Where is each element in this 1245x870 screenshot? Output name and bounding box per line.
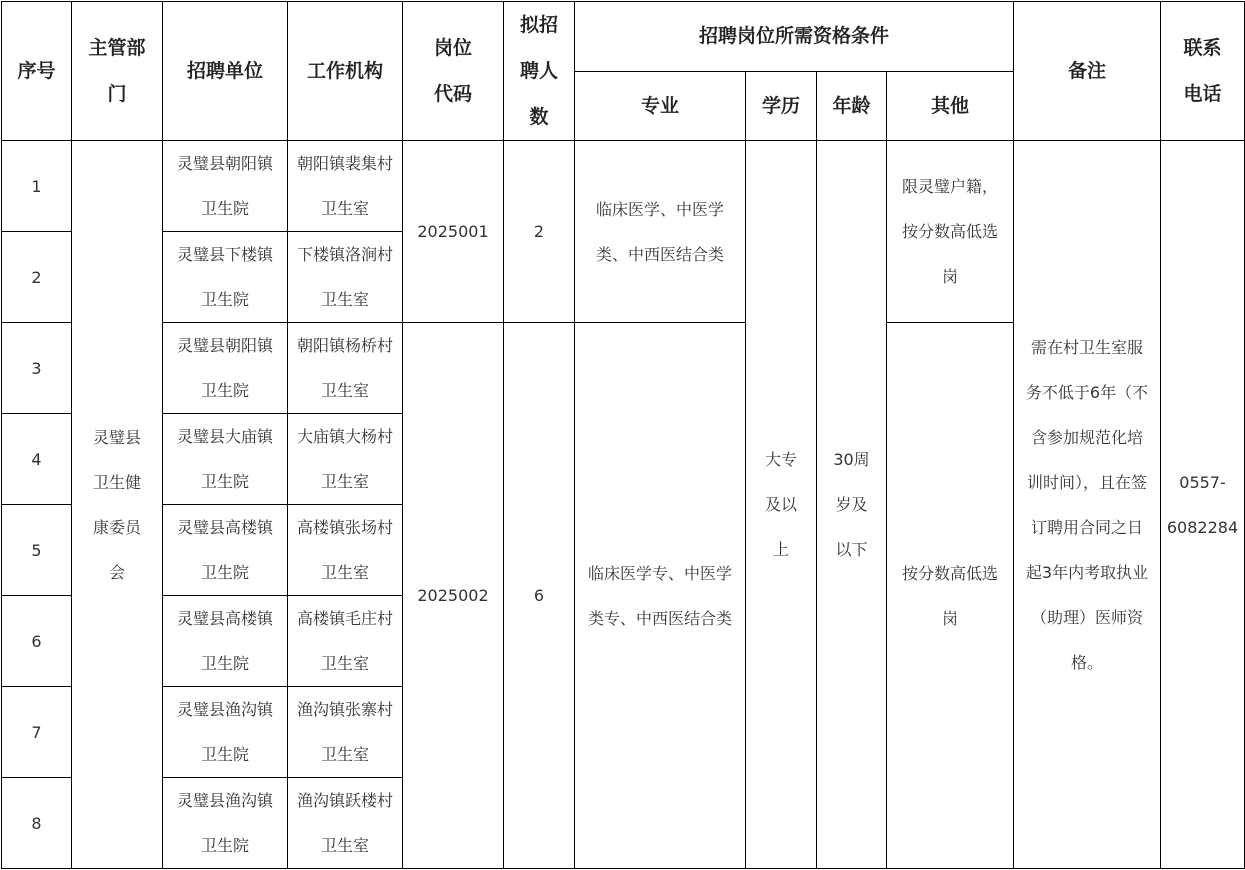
header-qualifications: 招聘岗位所需资格条件 — [575, 2, 1014, 72]
unit-cell: 灵璧县下楼镇卫生院 — [163, 232, 288, 323]
remark-cell: 需在村卫生室服务不低于6年（不含参加规范化培训时间），且在签订聘用合同之日起3年内考取执业（助理）医师资格。 — [1014, 141, 1161, 869]
other-cell: 按分数高低选岗 — [887, 323, 1014, 869]
header-count: 拟招聘人数 — [504, 2, 575, 141]
major-cell: 临床医学、中医学类、中西医结合类 — [575, 141, 746, 323]
unit-cell: 灵璧县高楼镇卫生院 — [163, 505, 288, 596]
header-dept: 主管部门 — [72, 2, 163, 141]
age-cell: 30周岁及以下 — [817, 141, 887, 869]
seq-cell: 6 — [2, 596, 72, 687]
unit-cell: 灵璧县大庙镇卫生院 — [163, 414, 288, 505]
seq-cell: 1 — [2, 141, 72, 232]
unit-cell: 灵璧县朝阳镇卫生院 — [163, 323, 288, 414]
org-cell: 高楼镇毛庄村卫生室 — [288, 596, 403, 687]
table-row — [2, 141, 1245, 232]
header-phone: 联系电话 — [1161, 2, 1245, 141]
code-cell: 2025002 — [403, 323, 504, 869]
seq-cell: 5 — [2, 505, 72, 596]
org-cell: 高楼镇张场村卫生室 — [288, 505, 403, 596]
org-cell: 朝阳镇裴集村卫生室 — [288, 141, 403, 232]
dept-cell: 灵璧县卫生健康委员会 — [72, 141, 163, 869]
header-org: 工作机构 — [288, 2, 403, 141]
header-code: 岗位代码 — [403, 2, 504, 141]
org-cell: 渔沟镇跃楼村卫生室 — [288, 778, 403, 869]
org-cell: 大庙镇大杨村卫生室 — [288, 414, 403, 505]
org-cell: 朝阳镇杨桥村卫生室 — [288, 323, 403, 414]
seq-cell: 3 — [2, 323, 72, 414]
major-cell: 临床医学专、中医学类专、中西医结合类 — [575, 323, 746, 869]
edu-cell: 大专及以上 — [746, 141, 817, 869]
recruitment-table — [1, 1, 1245, 869]
seq-cell: 7 — [2, 687, 72, 778]
header-other: 其他 — [887, 71, 1014, 141]
header-age: 年龄 — [817, 71, 887, 141]
seq-cell: 8 — [2, 778, 72, 869]
header-edu: 学历 — [746, 71, 817, 141]
org-cell: 渔沟镇张寨村卫生室 — [288, 687, 403, 778]
other-cell: 限灵璧户籍，按分数高低选岗 — [887, 141, 1014, 323]
count-cell: 6 — [504, 323, 575, 869]
unit-cell: 灵璧县朝阳镇卫生院 — [163, 141, 288, 232]
count-cell: 2 — [504, 141, 575, 323]
seq-cell: 4 — [2, 414, 72, 505]
phone-cell: 0557-6082284 — [1161, 141, 1245, 869]
org-cell: 下楼镇洛涧村卫生室 — [288, 232, 403, 323]
header-major: 专业 — [575, 71, 746, 141]
unit-cell: 灵璧县渔沟镇卫生院 — [163, 778, 288, 869]
unit-cell: 灵璧县渔沟镇卫生院 — [163, 687, 288, 778]
header-seq: 序号 — [2, 2, 72, 141]
unit-cell: 灵璧县高楼镇卫生院 — [163, 596, 288, 687]
header-unit: 招聘单位 — [163, 2, 288, 141]
header-remark: 备注 — [1014, 2, 1161, 141]
code-cell: 2025001 — [403, 141, 504, 323]
seq-cell: 2 — [2, 232, 72, 323]
